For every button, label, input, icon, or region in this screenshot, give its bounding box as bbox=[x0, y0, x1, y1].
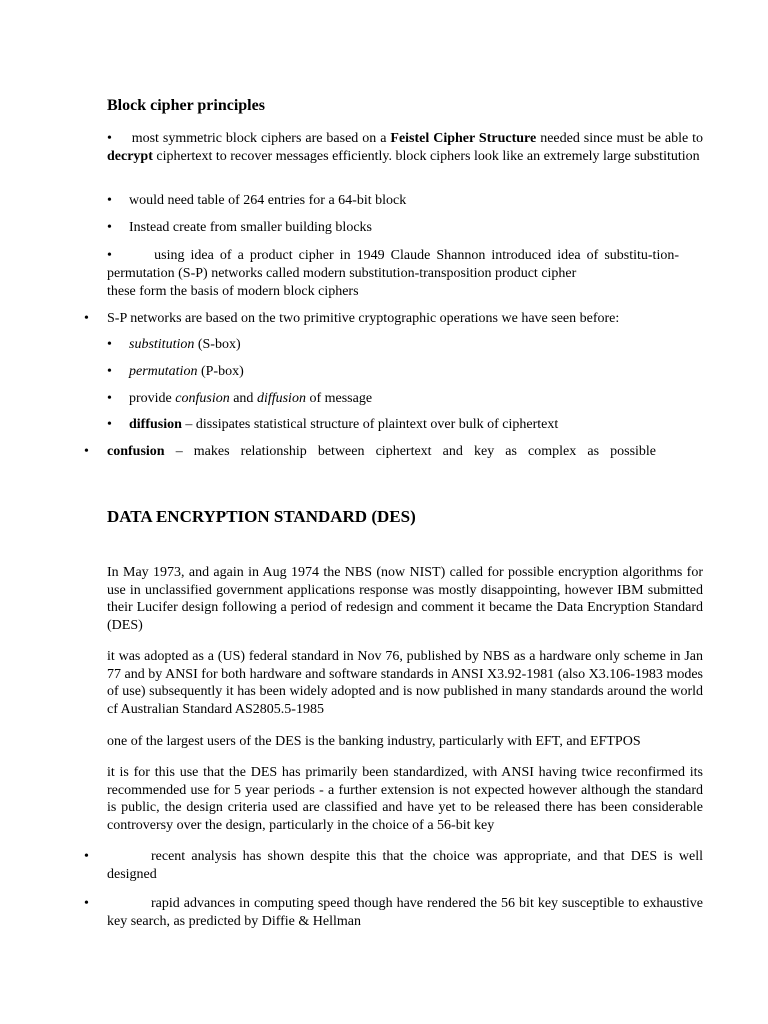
pbox-text: (P-box) bbox=[200, 364, 244, 379]
list-item: • rapid advances in computing speed though have rendered the 56 bit key susceptible to exhaustive key search, as predicted by Diffie & Hellman bbox=[84, 896, 703, 929]
table-entries-text: would need table of 264 entries for a 64-bit block bbox=[129, 193, 407, 208]
confusion-definition: – makes relationship between ciphertext and key as complex as possible bbox=[175, 444, 657, 459]
shannon-text: using idea of a product cipher in 1949 Claude Shannon introduced idea of substitu-tion-permutation (S-P) networks called modern substitution-transposition product cipher bbox=[107, 248, 679, 281]
list-item: • using idea of a product cipher in 1949 Claude Shannon introduced idea of substitu-tion-permutation (S-P) networks called modern substitution-transposition product cipher bbox=[107, 248, 679, 281]
rapid-advances-text: rapid advances in computing speed though have rendered the 56 bit key susceptible to exhaustive key search, as predicted by Diffie & Hellman bbox=[107, 896, 703, 929]
list-item: • provide confusion and diffusion of message bbox=[107, 391, 373, 406]
building-blocks-text: Instead create from smaller building blocks bbox=[129, 220, 372, 235]
recent-analysis-text: recent analysis has shown despite this that the choice was appropriate, and that DES is well designed bbox=[107, 849, 703, 882]
basis-line: these form the basis of modern block ciphers bbox=[107, 284, 359, 299]
permutation-term: permutation bbox=[129, 364, 198, 379]
and-text: and bbox=[233, 391, 254, 406]
feistel-term: Feistel Cipher Structure bbox=[390, 131, 537, 146]
list-item: • S-P networks are based on the two primitive cryptographic operations we have seen before: bbox=[84, 311, 620, 326]
list-item: • recent analysis has shown despite this that the choice was appropriate, and that DES is well designed bbox=[84, 849, 703, 882]
sp-networks-text: S-P networks are based on the two primitive cryptographic operations we have seen before: bbox=[107, 311, 620, 326]
provide-text: provide bbox=[129, 391, 172, 406]
feistel-text-post: ciphertext to recover messages efficiently. block ciphers look like an extremely large substitution bbox=[156, 148, 700, 164]
list-item: • diffusion – dissipates statistical structure of plaintext over bulk of ciphertext bbox=[107, 417, 559, 432]
section-title-block-cipher: Block cipher principles bbox=[107, 97, 265, 114]
diffusion-definition: – dissipates statistical structure of plaintext over bulk of ciphertext bbox=[185, 417, 559, 432]
list-item: • substitution (S-box) bbox=[107, 337, 241, 352]
decrypt-term: decrypt bbox=[107, 148, 153, 164]
list-item: • permutation (P-box) bbox=[107, 364, 244, 379]
diffusion-term-inline: diffusion bbox=[256, 391, 306, 406]
of-message-text: of message bbox=[309, 391, 373, 406]
diffusion-term: diffusion bbox=[129, 417, 182, 432]
list-item: • confusion – makes relationship between ciphertext and key as complex as possible bbox=[84, 444, 657, 459]
list-item: • would need table of 264 entries for a 64-bit block bbox=[107, 193, 407, 208]
list-item: • Instead create from smaller building blocks bbox=[107, 220, 372, 235]
sbox-text: (S-box) bbox=[197, 337, 241, 352]
confusion-term: confusion bbox=[107, 444, 165, 459]
feistel-text-pre: most symmetric block ciphers are based on a bbox=[131, 131, 387, 146]
list-item: • most symmetric block ciphers are based on a Feistel Cipher Structure needed since must be able to decrypt ciphertext to recover messages efficiently. block ciphers look like an extremely large substitution bbox=[107, 131, 704, 164]
des-adoption-paragraph: it was adopted as a (US) federal standard in Nov 76, published by NBS as a hardware only scheme in Jan 77 and by ANSI for both hardware and software standards in ANSI X3.92-1981 (also X3.106-1983 modes of use) subsequently it has been widely adopted and is now published in many standards around the world cf Australian Standard AS2805.5-1985 bbox=[107, 649, 703, 717]
standardization-paragraph: it is for this use that the DES has primarily been standardized, with ANSI having twice reconfirmed its recommended use for 5 year periods - a further extension is not expected however although the standard is public, the design criteria used are classified and have yet to be released there has been considerable controversy over the design, particularly in the choice of a 56-bit key bbox=[107, 765, 703, 833]
feistel-text-mid: needed since must be able to bbox=[540, 131, 704, 146]
substitution-term: substitution bbox=[129, 337, 195, 352]
confusion-term-inline: confusion bbox=[175, 391, 230, 406]
section-title-des: DATA ENCRYPTION STANDARD (DES) bbox=[107, 507, 416, 526]
banking-paragraph: one of the largest users of the DES is the banking industry, particularly with EFT, and EFTPOS bbox=[107, 734, 641, 749]
des-history-paragraph: In May 1973, and again in Aug 1974 the NBS (now NIST) called for possible encryption algorithms for use in unclassified government applications response was mostly disappointing, however IBM submitted their Lucifer design following a period of redesign and comment it became the Data Encryption Standard (DES) bbox=[107, 565, 703, 633]
